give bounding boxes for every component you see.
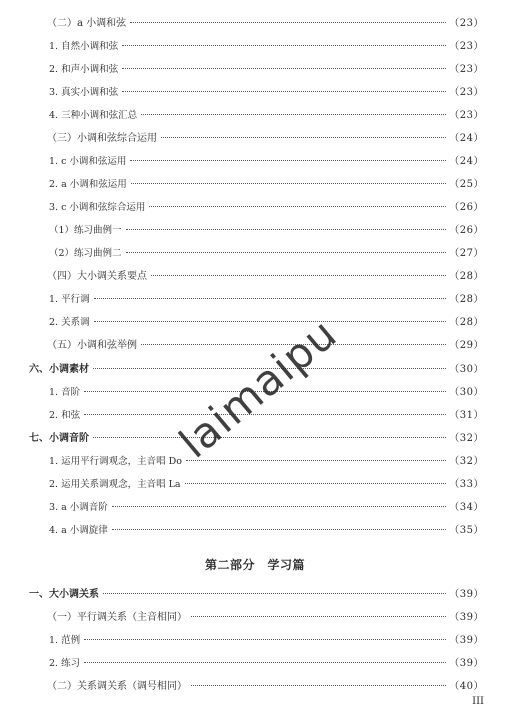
dot-leader xyxy=(103,593,446,594)
toc-row xyxy=(0,154,510,170)
toc-entry-page: （29） xyxy=(449,340,484,351)
toc-entry-label: 1. c 小调和弦运用 xyxy=(49,156,127,167)
toc-entry-label: 4. a 小调旋律 xyxy=(49,525,108,536)
toc-row xyxy=(0,177,510,193)
toc-entry-page: （23） xyxy=(449,41,484,52)
dot-leader xyxy=(94,321,447,322)
dot-leader xyxy=(130,160,446,161)
toc-entry-page: （23） xyxy=(449,18,484,29)
toc-entry-label: 六、小调素材 xyxy=(29,364,89,375)
dot-leader xyxy=(130,22,446,23)
watermark: laimaipu xyxy=(170,308,347,468)
dot-leader xyxy=(191,685,446,686)
toc-entry-page: （28） xyxy=(449,294,484,305)
dot-leader xyxy=(151,275,446,276)
toc-entry-label: 2. 练习 xyxy=(49,658,81,669)
toc-row xyxy=(0,16,510,32)
toc-entry-label: 1. 范例 xyxy=(49,635,81,646)
toc-entry-label: 4. 三种小调和弦汇总 xyxy=(49,110,138,121)
dot-leader xyxy=(84,639,446,640)
toc-entry-page: （33） xyxy=(449,479,484,490)
toc-row xyxy=(0,223,510,239)
toc-entry-page: （30） xyxy=(449,364,484,375)
toc-entry-label: （一）平行调关系（主音相同） xyxy=(47,612,187,623)
toc-entry-page: （39） xyxy=(449,589,484,600)
toc-entry-label: （五）小调和弦举例 xyxy=(47,340,137,351)
dot-leader xyxy=(141,114,446,115)
toc-entry-page: （26） xyxy=(449,225,484,236)
toc-entry-page: （27） xyxy=(449,248,484,259)
toc-row xyxy=(0,269,510,285)
toc-row xyxy=(0,454,510,470)
dot-leader xyxy=(84,414,446,415)
dot-leader xyxy=(84,662,446,663)
toc-entry-page: （30） xyxy=(449,387,484,398)
toc-entry-label: （二）关系调关系（调号相同） xyxy=(47,681,187,692)
toc-row xyxy=(0,315,510,331)
dot-leader xyxy=(93,437,446,438)
toc-entry-label: 3. c 小调和弦综合运用 xyxy=(49,202,146,213)
dot-leader xyxy=(112,529,446,530)
toc-entry-label: 2. 和弦 xyxy=(49,410,81,421)
toc-row xyxy=(0,246,510,262)
toc-entry-page: （23） xyxy=(449,87,484,98)
toc-row xyxy=(0,633,510,649)
toc-entry-page: （32） xyxy=(449,433,484,444)
toc-entry-page: （39） xyxy=(449,612,484,623)
dot-leader xyxy=(122,45,446,46)
toc-entry-label: 一、大小调关系 xyxy=(29,589,99,600)
toc-entry-page: （23） xyxy=(449,64,484,75)
dot-leader xyxy=(131,183,446,184)
dot-leader xyxy=(185,483,447,484)
toc-entry-page: （23） xyxy=(449,110,484,121)
toc-entry-label: 2. a 小调和弦运用 xyxy=(49,179,127,190)
toc-entry-page: （39） xyxy=(449,635,484,646)
toc-row xyxy=(0,62,510,78)
toc-entry-page: （26） xyxy=(449,202,484,213)
toc-row xyxy=(0,477,510,493)
toc-entry-label: （1）练习曲例一 xyxy=(49,225,122,236)
toc-entry-label: 1. 平行调 xyxy=(49,294,90,305)
toc-row xyxy=(0,587,510,603)
toc-row xyxy=(0,523,510,539)
toc-row xyxy=(0,200,510,216)
toc-entry-page: （24） xyxy=(449,133,484,144)
page-number: III xyxy=(472,696,484,707)
toc-row xyxy=(0,610,510,626)
toc-entry-label: 3. 真实小调和弦 xyxy=(49,87,119,98)
toc-row xyxy=(0,292,510,308)
toc-row xyxy=(0,338,510,354)
dot-leader xyxy=(94,298,447,299)
toc-row xyxy=(0,656,510,672)
toc-entry-page: （39） xyxy=(449,658,484,669)
dot-leader xyxy=(126,229,447,230)
toc-entry-label: （四）大小调关系要点 xyxy=(47,271,147,282)
toc-entry-page: （28） xyxy=(449,271,484,282)
toc-entry-page: （24） xyxy=(449,156,484,167)
dot-leader xyxy=(161,137,446,138)
toc-row xyxy=(0,500,510,516)
toc-entry-label: 3. a 小调音阶 xyxy=(49,502,108,513)
part-title: 第二部分 学习篇 xyxy=(204,558,305,572)
toc-row xyxy=(0,39,510,55)
dot-leader xyxy=(126,252,447,253)
toc-entry-label: 2. 运用关系调观念，主音唱 La xyxy=(49,479,181,490)
toc-row xyxy=(0,131,510,147)
toc-entry-label: （二）a 小调和弦 xyxy=(47,18,127,29)
toc-entry-label: 1. 音阶 xyxy=(49,387,81,398)
toc-row xyxy=(0,108,510,124)
toc-entry-page: （31） xyxy=(449,410,484,421)
toc-entry-label: 2. 和声小调和弦 xyxy=(49,64,119,75)
toc-row xyxy=(0,431,510,447)
toc-entry-label: 2. 关系调 xyxy=(49,317,90,328)
dot-leader xyxy=(149,206,446,207)
toc-entry-label: （2）练习曲例二 xyxy=(49,248,122,259)
toc-entry-label: 1. 运用平行调观念，主音唱 Do xyxy=(49,456,182,467)
toc-entry-page: （35） xyxy=(449,525,484,536)
toc-entry-label: 七、小调音阶 xyxy=(29,433,89,444)
toc-entry-page: （40） xyxy=(449,681,484,692)
toc-entry-page: （34） xyxy=(449,502,484,513)
dot-leader xyxy=(191,616,446,617)
toc-entry-label: 1. 自然小调和弦 xyxy=(49,41,119,52)
toc-row xyxy=(0,85,510,101)
dot-leader xyxy=(122,91,446,92)
toc-row xyxy=(0,679,510,695)
toc-entry-label: （三）小调和弦综合运用 xyxy=(47,133,157,144)
dot-leader xyxy=(122,68,446,69)
toc-entry-page: （32） xyxy=(449,456,484,467)
dot-leader xyxy=(112,506,446,507)
dot-leader xyxy=(186,460,446,461)
toc-entry-page: （25） xyxy=(449,179,484,190)
toc-entry-page: （28） xyxy=(449,317,484,328)
